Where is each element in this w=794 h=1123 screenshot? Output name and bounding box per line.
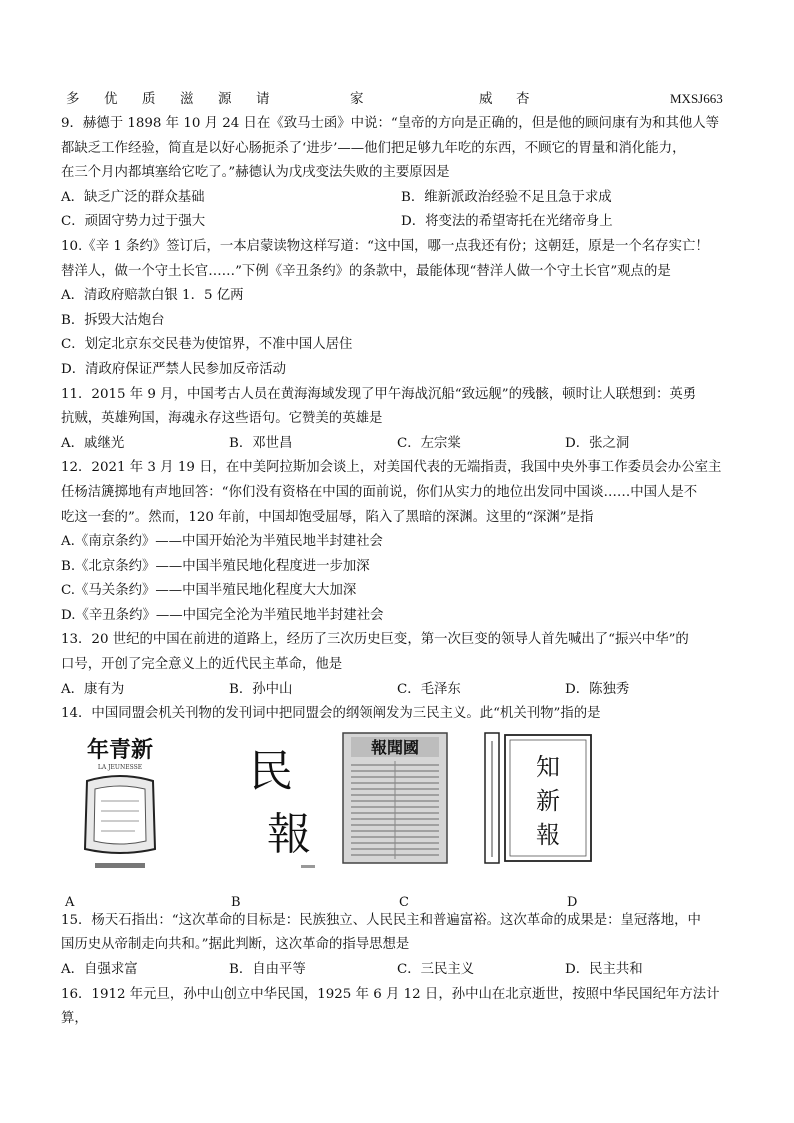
option-b[interactable]: B．自由平等 xyxy=(229,962,306,978)
header-char: 杏 xyxy=(516,91,530,107)
question-list xyxy=(61,112,741,1032)
question-9 xyxy=(61,112,741,235)
option-b[interactable]: B．拆毁大沽炮台 xyxy=(61,312,165,328)
figure-a[interactable] xyxy=(65,731,175,910)
question-14 xyxy=(61,702,741,909)
option-c[interactable]: C．左宗棠 xyxy=(397,435,461,451)
option-d[interactable]: D．张之洞 xyxy=(565,435,630,451)
question-stem-line: 抗贼，英雄殉国，海魂永存这些语句。它赞美的英雄是 xyxy=(61,411,383,427)
header-code: MXSJ663 xyxy=(670,91,723,106)
figure-title-char: 報 xyxy=(536,820,560,849)
option-b[interactable]: B.《北京条约》——中国半殖民地化程度进一步加深 xyxy=(61,558,370,574)
option-d[interactable]: D．清政府保证严禁人民参加反帝活动 xyxy=(61,361,286,377)
question-16 xyxy=(61,983,741,1032)
question-stem-line: 都缺乏工作经验，简直是以好心肠扼杀了‘进步’——他们把足够九年吃的东西，不顾它的胃量和消化能力， xyxy=(61,140,686,156)
zhixin-bao-cover-image xyxy=(481,731,601,881)
option-c[interactable]: C．顽固守势力过于强大 xyxy=(61,214,206,230)
options-row xyxy=(61,186,741,211)
question-stem-line: 在三个月内都填塞给它吃了。”赫德认为戊戌变法失败的主要原因是 xyxy=(61,165,450,181)
option-a[interactable]: A．康有为 xyxy=(61,681,125,697)
option-c[interactable]: C.《马关条约》——中国半殖民地化程度大大加深 xyxy=(61,583,357,599)
option-c[interactable]: C．三民主义 xyxy=(397,962,475,978)
figure-label: C xyxy=(399,894,409,910)
question-stem-line: 11．2015 年 9 月，中国考古人员在黄海海域发现了甲午海战沉船“致远舰”的残骸，顿时让人联想到：英勇 xyxy=(61,386,697,402)
question-stem-line: 替洋人，做一个守土长官……”下例《辛丑条约》的条款中，最能体现“替洋人做一个守土长官”观点的是 xyxy=(61,263,671,279)
question-stem-line: 国历史从帝制走向共和。”据此判断，这次革命的指导思想是 xyxy=(61,937,410,953)
option-d[interactable]: D．将变法的希望寄托在光绪帝身上 xyxy=(401,214,613,230)
new-youth-cover-image xyxy=(65,731,175,881)
header-char: 请 xyxy=(256,91,270,107)
option-a[interactable]: A．戚继光 xyxy=(61,435,125,451)
header-char: 多 xyxy=(66,91,80,107)
option-b[interactable]: B．邓世昌 xyxy=(229,435,293,451)
figure-title-char: 知 xyxy=(536,752,560,781)
question-stem-line: 15．杨天石指出：“这次革命的目标是：民族独立、人民民主和普遍富裕。这次革命的成果是：皇冠落地，中 xyxy=(61,912,701,928)
figure-title-char: 新 xyxy=(536,786,560,815)
option-a[interactable]: A.《南京条约》——中国开始沦为半殖民地半封建社会 xyxy=(61,534,383,550)
figure-title: 報聞國 xyxy=(370,737,420,757)
options-row xyxy=(61,958,741,983)
option-d[interactable]: D．陈独秀 xyxy=(565,681,630,697)
figure-d[interactable] xyxy=(481,731,601,910)
question-stem-line: 吃这一套的”。然而，120 年前，中国却饱受屈辱，陷入了黑暗的深渊。这里的“深渊”是指 xyxy=(61,509,594,525)
min-bao-cover-image xyxy=(231,731,341,881)
question-stem-line: 13．20 世纪的中国在前进的道路上，经历了三次历史巨变，第一次巨变的领导人首先喊出了“振兴中华”的 xyxy=(61,632,689,648)
option-a[interactable]: A．清政府赔款白银 1．5 亿两 xyxy=(61,288,244,304)
option-c[interactable]: C．毛泽东 xyxy=(397,681,461,697)
guowen-bao-cover-image xyxy=(341,731,451,881)
figure-title-char: 報 xyxy=(267,808,311,860)
header-char: 源 xyxy=(218,91,232,107)
page-header xyxy=(66,88,734,110)
figure-label: B xyxy=(231,894,241,910)
header-char: 优 xyxy=(104,91,118,107)
question-stem-line: 14．中国同盟会机关刊物的发刊词中把同盟会的纲领阐发为三民主义。此“机关刊物”指的是 xyxy=(61,706,601,722)
option-a[interactable]: A．自强求富 xyxy=(61,962,138,978)
option-b[interactable]: B．维新派政治经验不足且急于求成 xyxy=(401,189,612,205)
question-stem-line: 16．1912 年元旦，孙中山创立中华民国，1925 年 6 月 12 日，孙中山在北京逝世，按照中华民国纪年方法计算， xyxy=(61,986,720,1027)
question-stem-line: 任杨洁篪掷地有声地回答：“你们没有资格在中国的面前说，你们从实力的地位出发同中国谈……中国人是不 xyxy=(61,484,698,500)
question-10 xyxy=(61,235,741,383)
question-11 xyxy=(61,383,741,457)
option-b[interactable]: B．孙中山 xyxy=(229,681,293,697)
question-stem-line: 9．赫德于 1898 年 10 月 24 日在《致马士函》中说：“皇帝的方向是正确的，但是他的顾问康有为和其他人等 xyxy=(61,116,720,131)
header-char: 滋 xyxy=(180,91,194,107)
options-row xyxy=(61,678,741,703)
option-d[interactable]: D．民主共和 xyxy=(565,962,643,978)
figure-c[interactable] xyxy=(341,731,451,910)
figure-title: 年青新 xyxy=(86,736,154,763)
question-13 xyxy=(61,628,741,702)
question-stem-line: 口号，开创了完全意义上的近代民主革命，他是 xyxy=(61,657,343,673)
figure-label: A xyxy=(65,894,75,910)
question-stem-line: 12．2021 年 3 月 19 日，在中美阿拉斯加会谈上，对美国代表的无端指责，我国中央外事工作委员会办公室主 xyxy=(61,460,722,476)
options-row xyxy=(61,210,741,235)
header-char: 家 xyxy=(350,91,364,107)
option-a[interactable]: A．缺乏广泛的群众基础 xyxy=(61,189,205,205)
header-char: 质 xyxy=(142,91,156,107)
question-stem-line: 10.《辛 1 条约》签订后，一本启蒙读物这样写道：“这中国，哪一点我还有份；这朝廷，原是一个名存实亡！ xyxy=(61,238,709,254)
figure-options xyxy=(61,731,741,909)
question-15 xyxy=(61,909,741,983)
figure-b[interactable] xyxy=(231,731,341,910)
question-12 xyxy=(61,456,741,628)
options-row xyxy=(61,432,741,457)
figure-title-char: 民 xyxy=(249,745,293,797)
option-c[interactable]: C．划定北京东交民巷为使馆界，不准中国人居住 xyxy=(61,337,353,353)
figure-label: D xyxy=(567,894,578,910)
option-d[interactable]: D.《辛丑条约》——中国完全沦为半殖民地半封建社会 xyxy=(61,607,384,623)
header-char: 威 xyxy=(479,91,493,107)
figure-subtitle: LA JEUNESSE xyxy=(97,763,143,771)
